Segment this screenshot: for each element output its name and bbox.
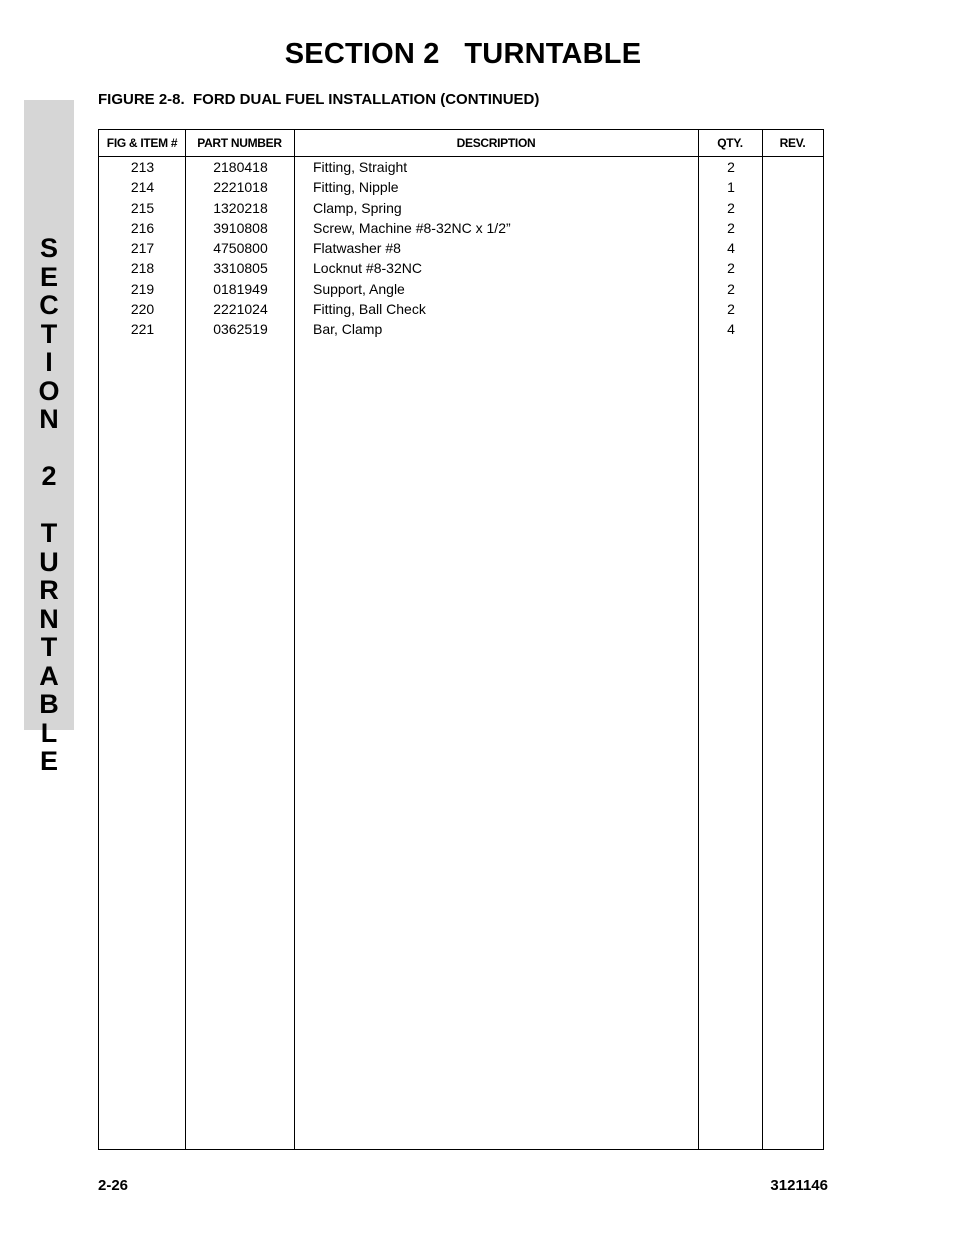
side-tab-letter: E	[39, 261, 58, 292]
cell-part-number: 2221024	[213, 301, 268, 318]
cell-part-number: 0362519	[213, 321, 268, 338]
table-row	[99, 238, 823, 258]
header-part-number: PART NUMBER	[197, 136, 282, 150]
cell-description: Locknut #8-32NC	[313, 260, 422, 277]
cell-description: Clamp, Spring	[313, 199, 402, 216]
cell-part-number: 2221018	[213, 179, 268, 196]
cell-item: 213	[130, 159, 155, 175]
cell-qty: 1	[727, 179, 735, 196]
side-tab-letter: I	[45, 347, 53, 377]
cell-description: Fitting, Straight	[313, 159, 408, 175]
side-tab-letter: S	[39, 233, 58, 263]
side-tab-letter: R	[39, 575, 59, 605]
header-rev: REV.	[779, 136, 806, 150]
header-qty: QTY.	[717, 136, 743, 150]
cell-qty: 2	[727, 219, 735, 236]
side-tab-letter: O	[38, 375, 60, 406]
cell-part-number: 4750800	[213, 240, 268, 257]
cell-qty: 4	[727, 321, 735, 338]
table-row	[99, 299, 823, 319]
cell-part-number: 3910808	[213, 219, 268, 236]
side-tab-letter: 2	[41, 461, 57, 491]
cell-description: Fitting, Nipple	[313, 179, 399, 196]
table-row	[99, 258, 823, 278]
cell-description: Support, Angle	[313, 280, 405, 297]
cell-item: 220	[130, 301, 155, 318]
table-row	[99, 198, 823, 218]
side-tab-letter: T	[40, 632, 58, 662]
header-description: DESCRIPTION	[456, 136, 536, 150]
side-tab-letter: U	[39, 546, 59, 577]
table-row	[99, 218, 823, 238]
cell-item: 219	[130, 280, 155, 297]
side-tab-letter: B	[39, 689, 59, 719]
cell-item: 214	[130, 179, 155, 196]
cell-part-number: 0181949	[213, 280, 268, 297]
side-tab-letter: L	[40, 717, 58, 748]
side-tab-letter: N	[39, 404, 59, 434]
side-tab-letter: C	[39, 290, 59, 320]
page-number: 2-26	[98, 1177, 129, 1194]
cell-part-number: 2180418	[213, 159, 268, 175]
side-tab-text	[24, 234, 74, 776]
side-tab-letter: T	[40, 518, 58, 548]
cell-qty: 2	[727, 260, 735, 277]
cell-qty: 4	[727, 240, 735, 257]
document-number: 3121146	[770, 1177, 828, 1194]
cell-item: 217	[130, 240, 155, 257]
table-body	[99, 157, 823, 340]
table-row	[99, 279, 823, 299]
cell-description: Flatwasher #8	[313, 240, 401, 257]
side-tab-letter: T	[40, 318, 58, 349]
table-row	[99, 177, 823, 197]
table-row	[99, 319, 823, 339]
cell-part-number: 1320218	[213, 199, 268, 216]
side-tab-letter	[24, 491, 74, 520]
cell-item: 215	[130, 199, 155, 216]
cell-qty: 2	[727, 159, 735, 175]
side-tab-letter: E	[39, 746, 58, 776]
side-tab-letter: A	[39, 660, 59, 691]
cell-qty: 2	[727, 280, 735, 297]
cell-item: 221	[130, 321, 155, 338]
cell-part-number: 3310805	[213, 260, 268, 277]
cell-description: Fitting, Ball Check	[313, 301, 426, 318]
cell-item: 216	[130, 219, 155, 236]
side-tab-letter: N	[39, 603, 59, 634]
section-title: SECTION 2 TURNTABLE	[284, 38, 642, 70]
cell-qty: 2	[727, 301, 735, 318]
cell-description: Bar, Clamp	[313, 321, 383, 338]
side-tab-letter	[24, 434, 74, 463]
cell-description: Screw, Machine #8-32NC x 1/2”	[313, 219, 511, 236]
cell-item: 218	[130, 260, 155, 277]
header-fig-item: FIG & ITEM #	[106, 136, 178, 150]
parts-table	[98, 129, 824, 1150]
side-section-tab	[24, 100, 74, 776]
figure-title: FIGURE 2-8. FORD DUAL FUEL INSTALLATION (CONTINUED)	[98, 91, 540, 108]
cell-qty: 2	[727, 199, 735, 216]
table-row	[99, 157, 823, 177]
